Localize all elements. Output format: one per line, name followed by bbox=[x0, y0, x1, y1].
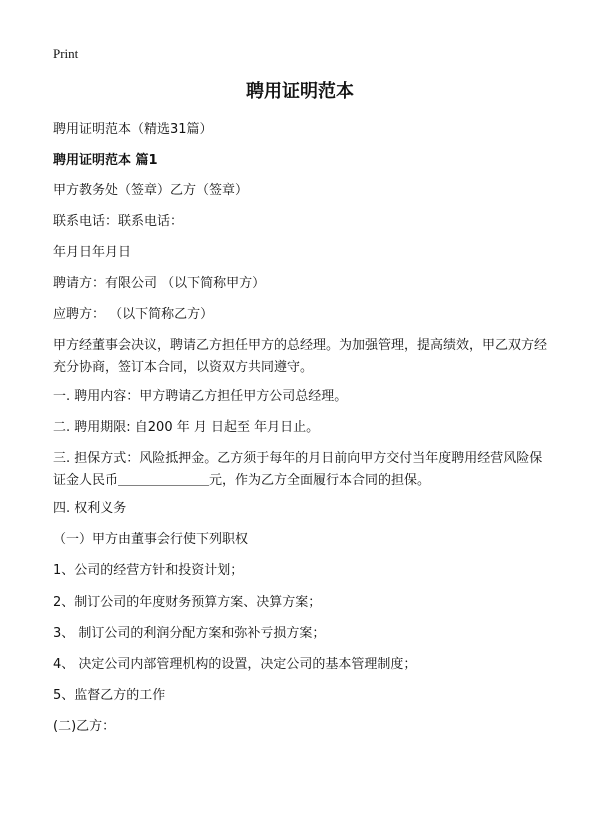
document-title: 聘用证明范本 bbox=[246, 81, 354, 102]
list-item: 4、 决定公司内部管理机构的设置，决定公司的基本管理制度； bbox=[53, 657, 417, 672]
clause-employment-term: 二. 聘用期限: 自200 年 月 日起至 年月日止。 bbox=[53, 420, 320, 435]
document-subtitle: 聘用证明范本（精选31篇） bbox=[53, 122, 213, 137]
employer-line: 聘请方：有限公司 （以下简称甲方） bbox=[53, 276, 266, 291]
subclause-party-b: (二)乙方： bbox=[53, 719, 116, 734]
subclause-board-powers: （一）甲方由董事会行使下列职权 bbox=[53, 532, 249, 547]
list-item: 5、监督乙方的工作 bbox=[53, 688, 166, 703]
list-item: 1、公司的经营方针和投资计划； bbox=[53, 563, 244, 578]
list-item: 3、 制订公司的利润分配方案和弥补亏损方案； bbox=[53, 626, 326, 641]
clause-guarantee: 三. 担保方式：风险抵押金。乙方须于每年的月日前向甲方交付当年度聘用经营风险保证金人民币＿＿＿＿＿＿＿元，作为乙方全面履行本合同的担保。 bbox=[53, 451, 543, 488]
print-label[interactable]: Print bbox=[53, 46, 79, 61]
clause-employment-content: 一. 聘用内容：甲方聘请乙方担任甲方公司总经理。 bbox=[53, 389, 348, 404]
party-signatures: 甲方教务处（签章）乙方（签章） bbox=[53, 183, 249, 198]
intro-paragraph: 甲方经董事会决议，聘请乙方担任甲方的总经理。为加强管理，提高绩效，甲乙双方经充分协商，签订本合同，以资双方共同遵守。 bbox=[53, 338, 548, 375]
section-heading: 聘用证明范本 篇1 bbox=[53, 153, 158, 168]
contact-phones: 联系电话：联系电话： bbox=[53, 214, 184, 229]
employee-line: 应聘方： （以下简称乙方） bbox=[53, 307, 214, 322]
dates-line: 年月日年月日 bbox=[53, 245, 132, 260]
clause-rights-obligations: 四. 权利义务 bbox=[53, 501, 127, 516]
list-item: 2、制订公司的年度财务预算方案、决算方案； bbox=[53, 595, 322, 610]
